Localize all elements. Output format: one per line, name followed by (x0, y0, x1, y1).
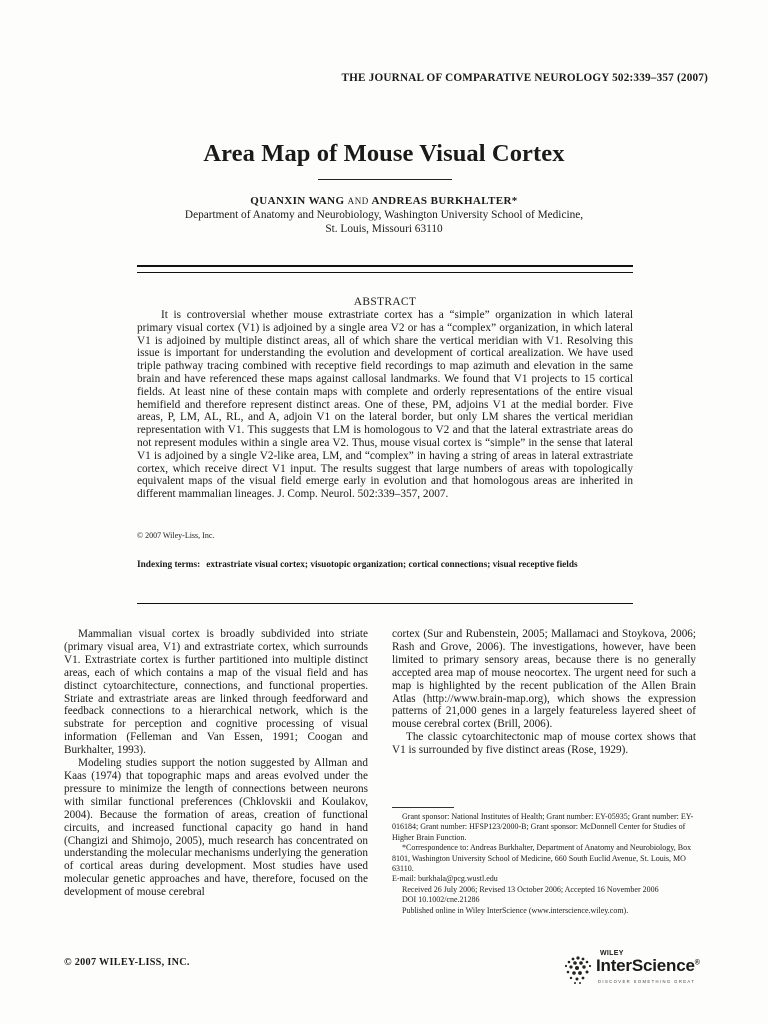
author-name: ANDREAS BURKHALTER* (371, 195, 518, 207)
body-column-left (64, 628, 368, 899)
section-rule (137, 265, 633, 267)
globe-icon (560, 954, 596, 986)
abstract-text: It is controversial whether mouse extrastriate cortex has a “simple” organization in which lateral primary visual cortex (V1) is adjoined by a single area V2 or has a “complex” organization, in which lateral V1 is adjoined by multiple distinct areas, all of which share the vertical meridian with V1. Resolving this issue is important for understanding the evolution and development of cortical arealization. We have used triple pathway tracing combined with receptive field recordings to map azimuth and elevation in the same brain and have referenced these maps against callosal landmarks. We found that V1 projects to 15 cortical fields. At least nine of these contain maps with complete and orderly representations of the entire visual hemifield and therefore represent distinct areas. One of these, PM, adjoins V1 at the medial border. Five areas, P, LM, AL, RL, and A, adjoin V1 on the lateral border, but only LM shares the vertical meridian representation with V1. This suggests that LM is homologous to V2 and that the lateral extrastriate areas do not represent modules within a single area V2. Thus, mouse visual cortex is “simple” in the sense that lateral V1 is adjoined by a single V2-like area, LM, and “complex” in having a string of areas in lateral extrastriate cortex, which receive direct V1 input. The results suggest that large numbers of areas with topologically equivalent maps of the visual field emerge early in evolution and that homologous areas are inherited in different mammalian lineages. J. Comp. Neurol. 502:339–357, 2007. (137, 309, 633, 501)
author-line (0, 195, 768, 207)
body-paragraph: The classic cytoarchitectonic map of mouse cortex shows that V1 is surrounded by five distinct areas (Rose, 1929). (392, 731, 696, 757)
title-divider (318, 179, 452, 180)
footnote-doi: DOI 10.1002/cne.21286 (402, 895, 480, 905)
affiliation-line: Department of Anatomy and Neurobiology, Washington University School of Medicine, (184, 209, 584, 221)
indexing-values: extrastriate visual cortex; visuotopic organization; cortical connections; visual receptive fields (206, 560, 578, 570)
footnote-published: Published online in Wiley InterScience (www.interscience.wiley.com). (402, 905, 629, 915)
indexing-label: Indexing terms: (137, 560, 201, 570)
body-paragraph: cortex (Sur and Rubenstein, 2005; Mallamaci and Stoykova, 2006; Rash and Grove, 2006). The investigations, however, have been limited to primary sensory areas, because there is no generally accepted area map of mouse neocortex. The urgent need for such a map is highlighted by the recent publication of the Allen Brain Atlas (http://www.brain-map.org), which shows the expression patterns of 21,000 genes in a largely featureless layered sheet of mouse cerebral cortex (Brill, 2006). (392, 628, 696, 731)
abstract-copyright: © 2007 Wiley-Liss, Inc. (137, 531, 215, 540)
logo-tagline: DISCOVER SOMETHING GREAT (598, 979, 696, 984)
footnote-received: Received 26 July 2006; Revised 13 October 2006; Accepted 16 November 2006 (402, 884, 659, 894)
body-paragraph: Modeling studies support the notion suggested by Allman and Kaas (1974) that topographic maps and areas evolved under the pressure to minimize the length of connections between neurons with similar functional preferences (Chklovskii and Koulakov, 2004). Because the formation of areas, creation of functional circuits, and increased functional capacity go hand in hand (Changizi and Shimojo, 2005), much research has concentrated on understanding the molecular mechanisms underlying the generation of cortical areas during development. Most studies have used molecular genetic approaches and have, therefore, focused on the development of mouse cerebral (64, 757, 368, 899)
section-rule (137, 603, 633, 604)
body-paragraph: Mammalian visual cortex is broadly subdivided into striate (primary visual area, V1) and extrastriate cortex, which surrounds V1. Extrastriate cortex is further partitioned into multiple distinct areas, each of which contains a map of the visual field and has distinct cytoarchitecture, connections, and functional properties. Striate and extrastriate areas are linked through feedforward and feedback connections to a hierarchical network, which is the substrate for perception and cognitive processing of visual information (Felleman and Van Essen, 1991; Coogan and Burkhalter, 1993). (64, 628, 368, 757)
logo-brand: WILEY (600, 950, 624, 957)
footnote-grant: Grant sponsor: National Institutes of Health; Grant number: EY-05935; Grant number: EY-016184; Grant number: HFSP123/2000-B; Grant sponsor: McDonnell Center for Studies of Higher Brain Function. (392, 812, 694, 842)
affiliation (0, 209, 768, 236)
logo-wordmark: InterScience® (596, 956, 700, 975)
footnote-email: E-mail: burkhala@pcg.wustl.edu (392, 874, 498, 884)
affiliation-line: St. Louis, Missouri 63110 (325, 222, 443, 235)
article-title: Area Map of Mouse Visual Cortex (203, 140, 565, 167)
section-rule (137, 272, 633, 273)
author-name: QUANXIN WANG (250, 195, 345, 207)
footer-copyright: © 2007 WILEY-LISS, INC. (64, 957, 190, 968)
footnote-divider (392, 807, 454, 808)
footnotes (392, 812, 704, 916)
wiley-interscience-logo (560, 950, 710, 992)
footnote-correspondence: *Correspondence to: Andreas Burkhalter, Department of Anatomy and Neurobiology, Box 8101, Washington University School of Medicine, 660 South Euclid Avenue, St. Louis, MO 63110. (392, 843, 692, 874)
body-column-right (392, 628, 696, 757)
abstract-heading: ABSTRACT (353, 296, 417, 308)
author-conjunction: AND (347, 196, 369, 206)
indexing-terms (137, 559, 633, 572)
journal-header: THE JOURNAL OF COMPARATIVE NEUROLOGY 502:339–357 (2007) (341, 72, 708, 84)
